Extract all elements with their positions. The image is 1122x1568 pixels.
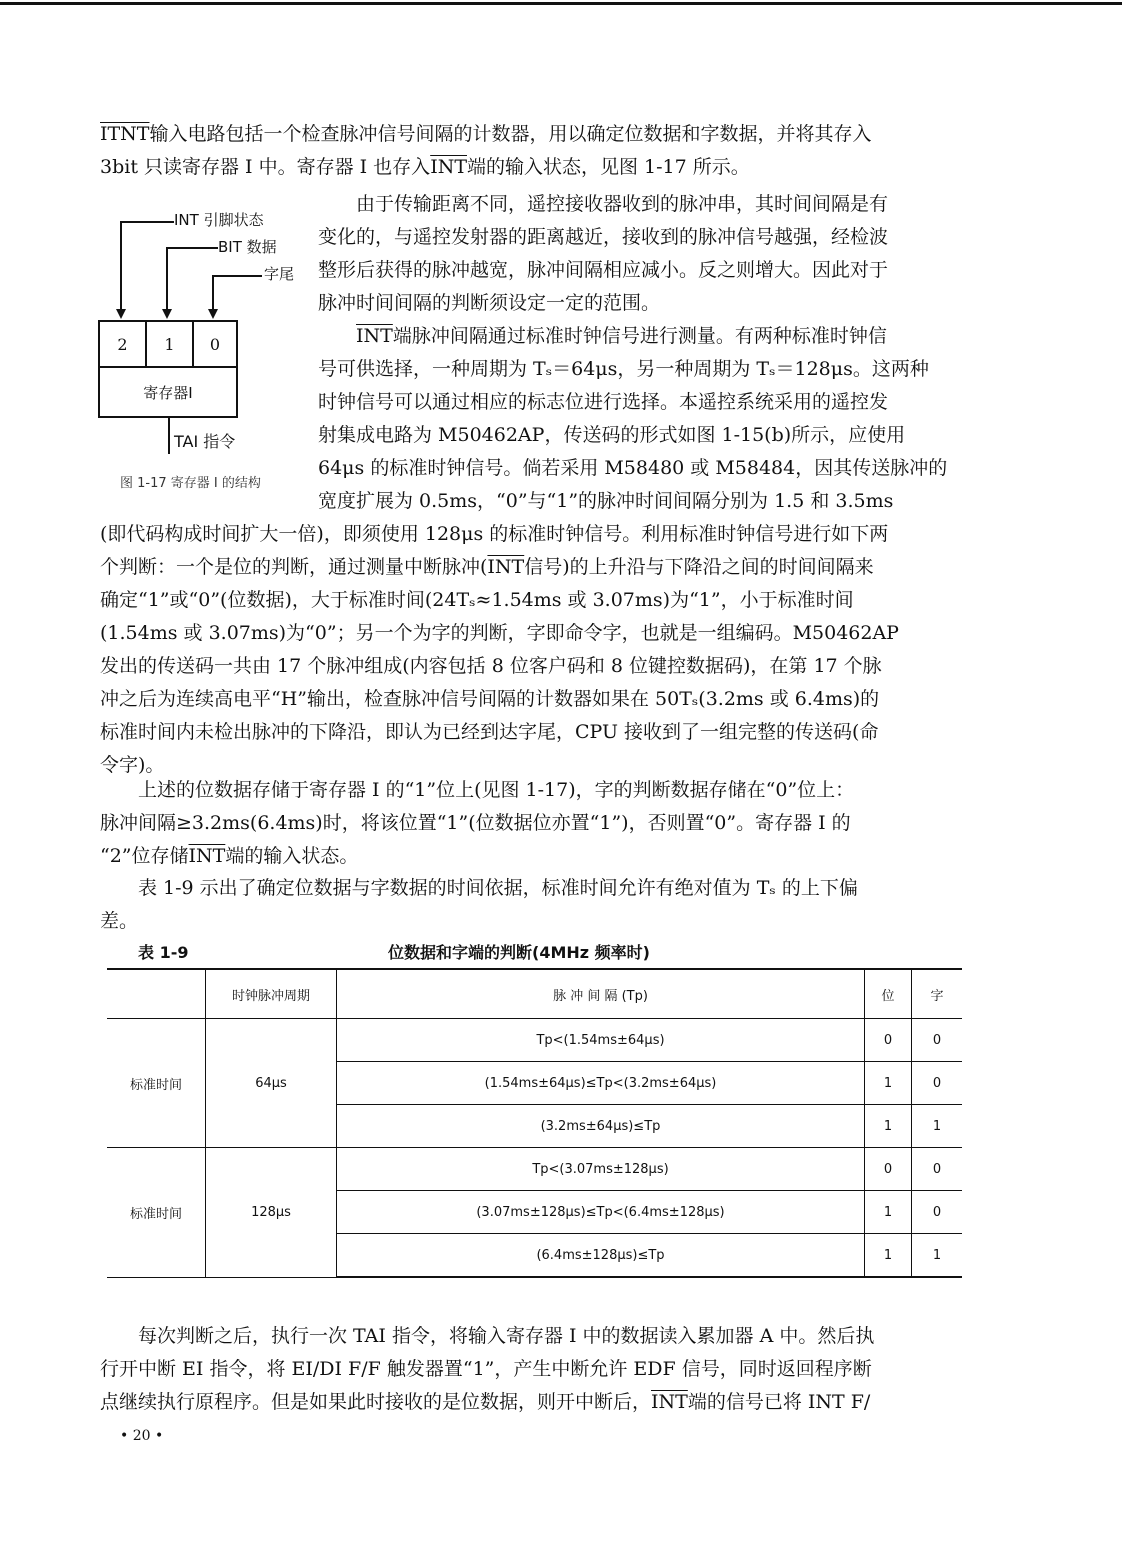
interval-cell: (3.07ms±128μs)≤Tp<(6.4ms±128μs) [337,1191,865,1234]
itnt-overline: ITNT [100,123,150,145]
word-cell: 0 [912,1019,963,1062]
bit-line-h [166,247,218,249]
paragraph-3-bottom: (即代码构成时间扩大一倍)，即须使用 128μs 的标准时钟信号。利用标准时钟信号进行如下两 个判断：一个是位的判断，通过测量中断脉冲($\overline{INT}$信号)的上升沿与下降沿之间的时间间隔来 确定“1”或“0”(位数据)，大于标准时间(24Tₛ≈1.54ms 或 3.07ms)为“1”，小于标准时间 (1.54ms 或 3.07ms)为“0”；另一个为字的判断，字即命令字，也就是一组编码。M50462AP 发出的传送码一共由 17 个脉冲组成(内容包括 8 位客户码和 8 位键控数据码)，在第 17 个脉 冲之后为连续高电平“H”输出，检查脉冲信号间隔的计数器如果在 50Tₛ(3.2ms 或 6.4ms)的 标准时间内未检出脉冲的下降沿，即认为已经到达字尾，CPU 接收到了一组完整的传送码(命 令字)。 [100,523,899,776]
bit-cell: 1 [865,1105,912,1148]
label-word-end: 字尾 [264,265,295,283]
register-name: 寄存器I [143,383,193,402]
label-int-pin-state: INT 引脚状态 [174,211,264,229]
word-arrow-icon [208,309,218,319]
table-header-row [107,969,962,1019]
table-header-empty [107,969,206,1019]
register-bit-1: 1 [147,322,194,366]
bit-cell: 1 [865,1191,912,1234]
paragraph-3-top: $\overline{INT}$端脉冲间隔通过标准时钟信号进行测量。有两种标准时钟信 号可供选择，一种周期为 Tₛ＝64μs，另一种周期为 Tₛ＝128μs。这两种 时钟信号可以通过相应的标志位进行选择。本遥控系统采用的遥控发 射集成电路为 M50462AP，传送码的形式如图 1-15(b)所示，应使用 64μs 的标准时钟信号。倘若采用 M58480 或 M58484，因其传送脉冲的 宽度扩展为 0.5ms，“0”与“1”的脉冲时间间隔分别为 1.5 和 3.5ms [318,325,948,512]
word-cell: 1 [912,1234,963,1278]
group-label: 标准时间 [107,1148,206,1278]
figure-1-17 [96,205,308,505]
register-i-box [98,320,238,418]
register-bit-0: 0 [209,334,221,354]
table-header-interval: 脉 冲 间 隔 (Tp) [337,969,865,1019]
tai-line [168,416,170,454]
bit-cell: 0 [865,1148,912,1191]
table-title: 位数据和字端的判断(4MHz 频率时) [388,943,650,962]
group-period: 128μs [206,1148,337,1278]
table-header-period: 时钟脉冲周期 [206,969,337,1019]
top-rule [0,2,1122,5]
table-number: 表 1-9 [138,943,189,962]
int-line-h [120,221,174,223]
interval-cell: (6.4ms±128μs)≤Tp [337,1234,865,1278]
word-line-h [212,275,262,277]
table-header-word: 字 [912,969,963,1019]
group-label: 标准时间 [107,1019,206,1148]
word-cell: 1 [912,1105,963,1148]
figure-caption: 图 1-17 寄存器 I 的结构 [120,476,261,491]
bit-cell: 1 [865,1062,912,1105]
word-cell: 0 [912,1148,963,1191]
bit-arrow-icon [162,309,172,319]
interval-cell: (1.54ms±64μs)≤Tp<(3.2ms±64μs) [337,1062,865,1105]
tai-label: TAI 指令 [174,432,236,451]
word-cell: 0 [912,1062,963,1105]
table-header-bit: 位 [865,969,912,1019]
word-cell: 0 [912,1191,963,1234]
interval-cell: Tp<(1.54ms±64μs) [337,1019,865,1062]
paragraph-4: 上述的位数据存储于寄存器 I 的“1”位上(见图 1-17)，字的判断数据存储在“0”位上： 脉冲间隔≥3.2ms(6.4ms)时，将该位置“1”(位数据位亦置“1”)，否则置“0”。寄存器 I 的 “2”位存储$\overline{INT}$端的输入状态。 [100,779,855,867]
int-line-v [120,221,122,309]
paragraph-6: 每次判断之后，执行一次 TAI 指令，将输入寄存器 I 中的数据读入累加器 A 中。然后执 行开中断 EI 指令，将 EI/DI F/F 触发器置“1”，产生中断允许 EDF 信号，同时返回程序断 点继续执行原程序。但是如果此时接收的是位数据，则开中断后，$\overline{INT}$端的信号已将 INT F/ [100,1325,875,1413]
label-bit-data: BIT 数据 [218,238,277,256]
table-1-9 [107,968,962,1278]
interval-cell: (3.2ms±64μs)≤Tp [337,1105,865,1148]
group-period: 64μs [206,1019,337,1148]
page-number: • 20 • [120,1428,164,1444]
paragraph-2: 由于传输距离不同，遥控接收器收到的脉冲串，其时间间隔是有 变化的，与遥控发射器的距离越近，接收到的脉冲信号越强，经检波 整形后获得的脉冲越宽，脉冲间隔相应减小。反之则增大。因此对于 脉冲时间间隔的判断须设定一定的范围。 [318,193,889,314]
bit-cell: 0 [865,1019,912,1062]
register-bit-2: 2 [100,322,147,366]
paragraph-1: ITNT输入电路包括一个检查脉冲信号间隔的计数器，用以确定位数据和字数据，并将其存入 3bit 只读寄存器 I 中。寄存器 I 也存入$\overline{INT}$端的输入状态，见图 1-17 所示。 [100,123,872,178]
paragraph-5: 表 1-9 示出了确定位数据与字数据的时间依据，标准时间允许有绝对值为 Tₛ 的上下偏 差。 [100,877,858,932]
interval-cell: Tp<(3.07ms±128μs) [337,1148,865,1191]
table-row [107,1148,962,1191]
table-row [107,1019,962,1062]
word-line-v [212,275,214,309]
int-arrow-icon [116,309,126,319]
bit-cell: 1 [865,1234,912,1278]
bit-line-v [166,247,168,309]
